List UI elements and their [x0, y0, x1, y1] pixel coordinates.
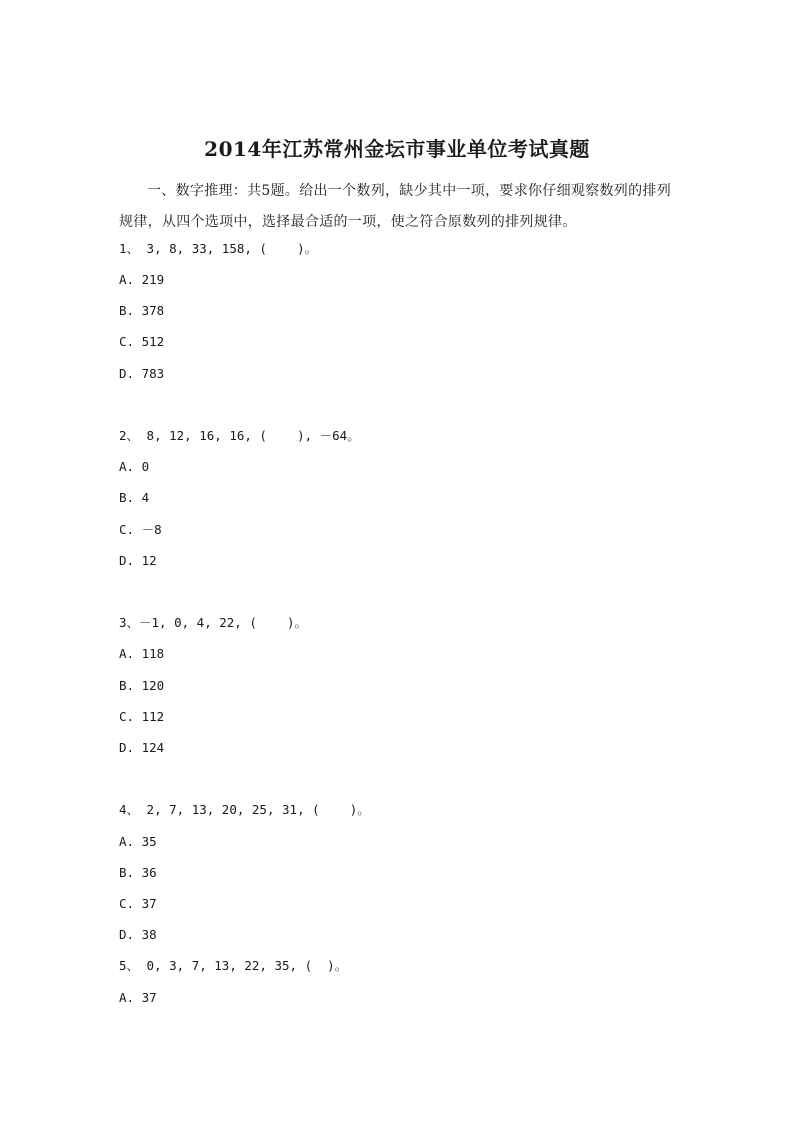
question-4-stem: 4、 2, 7, 13, 20, 25, 31, ( )。 [119, 802, 370, 817]
question-1-option-d: D. 783 [119, 366, 165, 381]
question-2-stem: 2、 8, 12, 16, 16, ( ), －64。 [119, 428, 360, 443]
section-intro: 一、数字推理：共5题。给出一个数列，缺少其中一项，要求你仔细观察数列的排列规律，从四个选项中，选择最合适的一项，使之符合原数列的排列规律。 [119, 183, 672, 230]
question-1-stem: 1、 3, 8, 33, 158, ( )。 [119, 241, 318, 256]
question-5-stem: 5、 0, 3, 7, 13, 22, 35, ( )。 [119, 958, 348, 973]
document-title: 2014年江苏常州金坛市事业单位考试真题 [204, 137, 590, 161]
question-2-option-b: B. 4 [119, 490, 150, 505]
question-3-stem: 3、－1, 0, 4, 22, ( )。 [119, 615, 308, 630]
question-3-option-d: D. 124 [119, 740, 165, 755]
question-2-option-c: C. －8 [119, 522, 162, 537]
question-4-option-a: A. 35 [119, 834, 157, 849]
question-4-option-d: D. 38 [119, 927, 157, 942]
question-3-option-c: C. 112 [119, 709, 165, 724]
question-2-option-d: D. 12 [119, 553, 157, 568]
question-3-option-a: A. 118 [119, 646, 165, 661]
question-2-option-a: A. 0 [119, 459, 150, 474]
question-1-option-a: A. 219 [119, 272, 165, 287]
question-5-option-a: A. 37 [119, 990, 157, 1005]
question-4-option-c: C. 37 [119, 896, 157, 911]
question-1-option-b: B. 378 [119, 303, 165, 318]
question-1-option-c: C. 512 [119, 334, 165, 349]
question-3-option-b: B. 120 [119, 678, 165, 693]
question-4-option-b: B. 36 [119, 865, 157, 880]
